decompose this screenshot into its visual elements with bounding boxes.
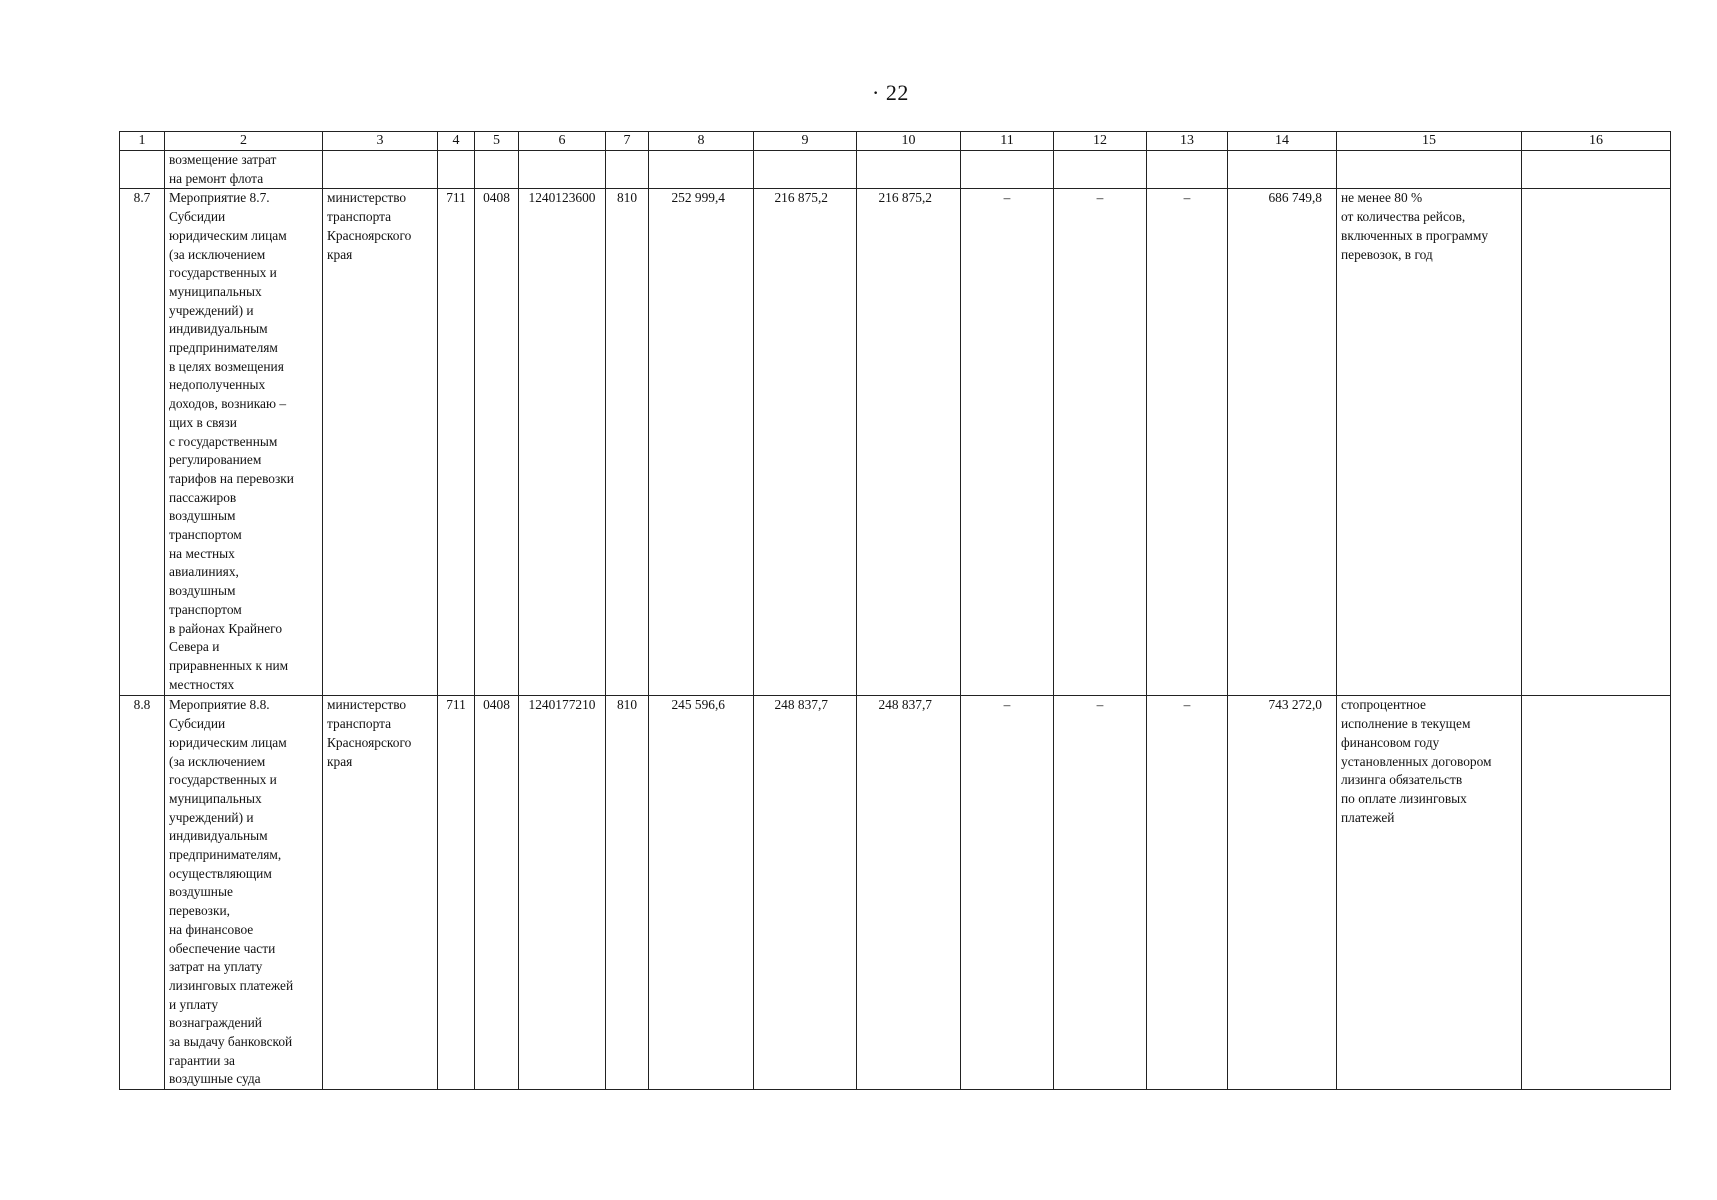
- cell-amount-col10: 216 875,2: [857, 189, 961, 696]
- program-activities-table: [119, 131, 1671, 1090]
- cell-empty: [475, 151, 519, 189]
- cell-executor: [323, 696, 438, 1090]
- cell-amount-col8: 245 596,6: [649, 696, 754, 1090]
- column-header: 9: [754, 132, 857, 151]
- cell-activity-name: [165, 151, 323, 189]
- cell-section-code: 0408: [475, 189, 519, 696]
- column-header: 1: [120, 132, 165, 151]
- column-header: 10: [857, 132, 961, 151]
- activity-name-text: Мероприятие 8.7. Субсидии юридическим лицам (за исключением государственных и муниципальных учреждений) и индивидуальным предпринимателям в целях возмещения недополученных доходов, возникаю – щих в связи с государственным регулированием тарифов на перевозки пассажиров воздушным транспортом на местных авиалиниях, воздушным транспортом в районах Крайнего Севера и приравненных к ним местностях: [169, 190, 294, 692]
- cell-target-code: 1240177210: [519, 696, 606, 1090]
- cell-grbs-code: 711: [438, 696, 475, 1090]
- column-header: 5: [475, 132, 519, 151]
- executor-text: министерство транспорта Красноярского края: [327, 697, 412, 769]
- cell-col16: [1522, 189, 1671, 696]
- cell-row-number: 8.8: [120, 696, 165, 1090]
- column-header: 7: [606, 132, 649, 151]
- executor-text: министерство транспорта Красноярского края: [327, 190, 412, 262]
- cell-col12: –: [1054, 696, 1147, 1090]
- cell-expected-result: [1337, 189, 1522, 696]
- table-row: [120, 189, 1671, 696]
- cell-total: 743 272,0: [1228, 696, 1337, 1090]
- cell-amount-col10: 248 837,7: [857, 696, 961, 1090]
- cell-empty: [1522, 151, 1671, 189]
- cell-empty: [519, 151, 606, 189]
- column-header: 6: [519, 132, 606, 151]
- cell-expected-result: [1337, 696, 1522, 1090]
- cell-activity-name: [165, 696, 323, 1090]
- cell-col11: –: [961, 189, 1054, 696]
- cell-executor: [323, 189, 438, 696]
- column-header: 8: [649, 132, 754, 151]
- column-header: 15: [1337, 132, 1522, 151]
- cell-empty: [754, 151, 857, 189]
- cell-section-code: 0408: [475, 696, 519, 1090]
- cell-empty: [1054, 151, 1147, 189]
- column-header: 12: [1054, 132, 1147, 151]
- column-header: 14: [1228, 132, 1337, 151]
- table-row: [120, 696, 1671, 1090]
- cell-empty: [120, 151, 165, 189]
- activity-name-text: возмещение затрат на ремонт флота: [169, 152, 277, 186]
- table-row-continuation: [120, 151, 1671, 189]
- column-header: 16: [1522, 132, 1671, 151]
- cell-empty: [323, 151, 438, 189]
- cell-empty: [438, 151, 475, 189]
- column-number-header-row: [120, 132, 1671, 151]
- cell-col13: –: [1147, 696, 1228, 1090]
- cell-activity-name: [165, 189, 323, 696]
- cell-empty: [1228, 151, 1337, 189]
- cell-expense-type: 810: [606, 189, 649, 696]
- activity-name-text: Мероприятие 8.8. Субсидии юридическим лицам (за исключением государственных и муниципальных учреждений) и индивидуальным предпринимателям, осуществляющим воздушные перевозки, на финансовое обеспечение части затрат на уплату лизинговых платежей и уплату вознаграждений за выдачу банковской гарантии за воздушные суда: [169, 697, 294, 1087]
- cell-col13: –: [1147, 189, 1228, 696]
- cell-empty: [1337, 151, 1522, 189]
- cell-empty: [961, 151, 1054, 189]
- cell-col12: –: [1054, 189, 1147, 696]
- cell-target-code: 1240123600: [519, 189, 606, 696]
- cell-empty: [857, 151, 961, 189]
- cell-empty: [606, 151, 649, 189]
- cell-grbs-code: 711: [438, 189, 475, 696]
- column-header: 13: [1147, 132, 1228, 151]
- cell-amount-col9: 216 875,2: [754, 189, 857, 696]
- cell-amount-col8: 252 999,4: [649, 189, 754, 696]
- column-header: 3: [323, 132, 438, 151]
- cell-expense-type: 810: [606, 696, 649, 1090]
- cell-col11: –: [961, 696, 1054, 1090]
- expected-result-text: не менее 80 % от количества рейсов, включенных в программу перевозок, в год: [1341, 190, 1489, 262]
- expected-result-text: стопроцентное исполнение в текущем финансовом году установленных договором лизинга обязательств по оплате лизинговых платежей: [1341, 697, 1492, 825]
- cell-empty: [649, 151, 754, 189]
- column-header: 11: [961, 132, 1054, 151]
- column-header: 2: [165, 132, 323, 151]
- cell-amount-col9: 248 837,7: [754, 696, 857, 1090]
- cell-total: 686 749,8: [1228, 189, 1337, 696]
- cell-empty: [1147, 151, 1228, 189]
- cell-row-number: 8.7: [120, 189, 165, 696]
- column-header: 4: [438, 132, 475, 151]
- cell-col16: [1522, 696, 1671, 1090]
- page-number: · 22: [872, 80, 909, 105]
